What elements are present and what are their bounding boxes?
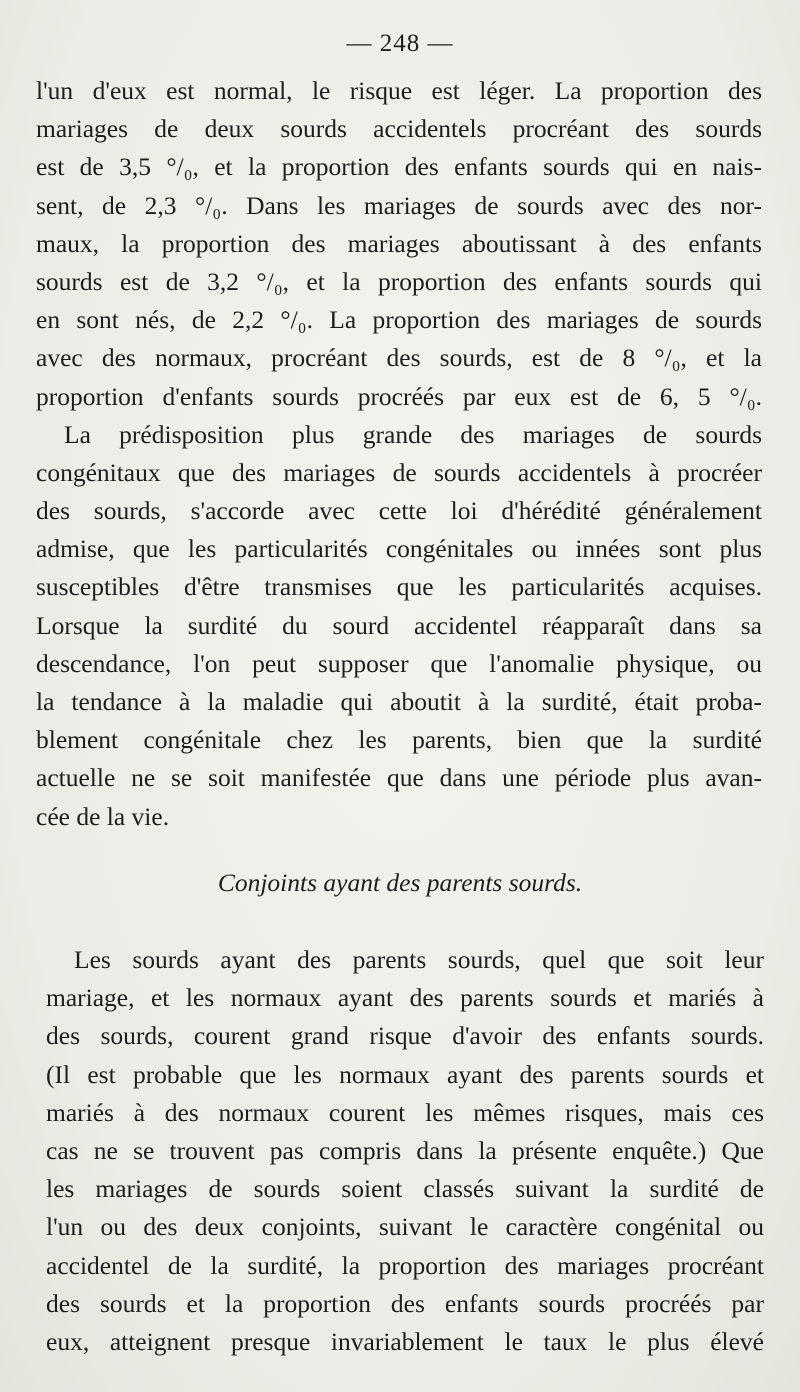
text-line: avec des normaux, procréant des sourds, est de 8 °/₀, et la	[36, 343, 762, 373]
text-line: la tendance à la maladie qui aboutit à la surdité, était proba-	[36, 687, 762, 716]
text-line: Les sourds ayant des parents sourds, quel que soit leur	[74, 945, 764, 974]
text-line: mariage, et les normaux ayant des parents sourds et mariés à	[46, 983, 764, 1013]
text-line: accidentel de la surdité, la proportion des mariages procréant	[46, 1250, 764, 1280]
text-line: mariés à des normaux courent les mêmes risques, mais ces	[46, 1097, 764, 1127]
text-line: les mariages de sourds soient classés suivant la surdité de	[46, 1174, 764, 1204]
text-line: mariages de deux sourds accidentels procréant des sourds	[36, 114, 762, 144]
page-number: — 248 —	[346, 30, 454, 57]
section-heading: Conjoints ayant des parents sourds.	[217, 868, 583, 897]
text-line: en sont nés, de 2,2 °/₀. La proportion des mariages de sourds	[36, 305, 762, 335]
text-line: La prédisposition plus grande des mariages de sourds	[64, 419, 762, 449]
text-line: descendance, l'on peut supposer que l'anomalie physique, ou	[36, 648, 762, 678]
text-line: est de 3,5 °/₀, et la proportion des enfants sourds qui en nais-	[36, 152, 762, 182]
text-line: eux, atteignent presque invariablement le taux le plus élevé	[46, 1326, 764, 1356]
text-block-upper	[36, 72, 762, 836]
text-block-lower	[46, 941, 764, 1361]
text-line: l'un d'eux est normal, le risque est léger. La proportion des	[36, 76, 762, 105]
text-line: blement congénitale chez les parents, bien que la surdité	[36, 725, 762, 755]
text-line: admise, que les particularités congénitales ou innées sont plus	[36, 534, 762, 564]
text-line: des sourds, courent grand risque d'avoir des enfants sourds.	[46, 1021, 764, 1051]
text-line: des sourds et la proportion des enfants sourds procréés par	[46, 1288, 764, 1318]
text-line: cée de la vie.	[36, 801, 170, 831]
text-line: Lorsque la surdité du sourd accidentel réapparaît dans sa	[36, 610, 762, 640]
text-line: susceptibles d'être transmises que les particularités acquises.	[36, 572, 762, 602]
paragraph-1	[36, 72, 762, 416]
text-line: sourds est de 3,2 °/₀, et la proportion des enfants sourds qui	[36, 266, 762, 296]
text-line: des sourds, s'accorde avec cette loi d'hérédité généralement	[36, 496, 762, 526]
text-line: cas ne se trouvent pas compris dans la présente enquête.) Que	[46, 1135, 764, 1165]
text-line: actuelle ne se soit manifestée que dans une période plus avan-	[36, 763, 762, 793]
text-line: sent, de 2,3 °/₀. Dans les mariages de sourds avec des nor-	[36, 190, 762, 220]
paragraph-2	[36, 416, 762, 836]
text-line: l'un ou des deux conjoints, suivant le caractère congénital ou	[46, 1212, 764, 1242]
text-line: proportion d'enfants sourds procréés par eux est de 6, 5 °/₀.	[36, 381, 762, 411]
text-line: maux, la proportion des mariages aboutissant à des enfants	[36, 228, 762, 258]
text-line: congénitaux que des mariages de sourds accidentels à procréer	[36, 457, 762, 487]
text-line: (Il est probable que les normaux ayant des parents sourds et	[46, 1059, 764, 1089]
paragraph-3	[46, 941, 764, 1361]
